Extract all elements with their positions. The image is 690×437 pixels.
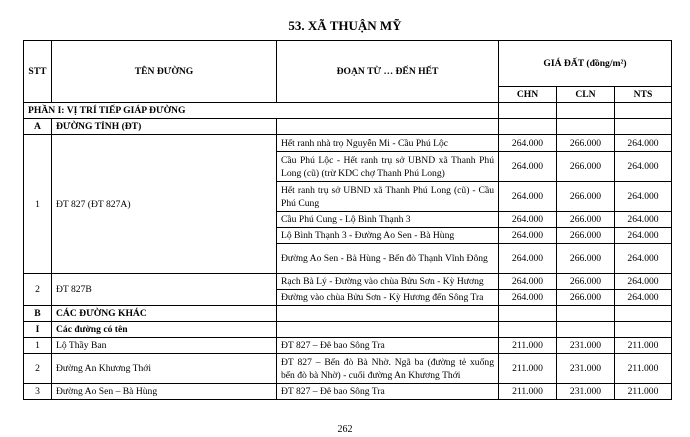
price-nts: 264.000 — [615, 135, 672, 152]
price-cln: 231.000 — [557, 354, 615, 384]
segment-text: Cầu Phú Cung - Lộ Bình Thạnh 3 — [277, 212, 499, 228]
page-title: 53. XÃ THUẬN MỸ — [288, 18, 402, 33]
section-row — [24, 103, 672, 119]
section-title: PHẦN I: VỊ TRÍ TIẾP GIÁP ĐƯỜNG — [24, 103, 499, 119]
row-stt: 1 — [24, 338, 52, 354]
table-row — [24, 274, 672, 290]
price-cln: 266.000 — [557, 290, 615, 306]
group-stt: B — [24, 306, 52, 322]
price-cln: 266.000 — [557, 152, 615, 182]
segment-text: ĐT 827 – Đê bao Sông Tra — [277, 338, 499, 354]
price-chn: 264.000 — [499, 274, 557, 290]
price-chn: 264.000 — [499, 290, 557, 306]
price-chn: 211.000 — [499, 384, 557, 400]
header-nts: NTS — [615, 87, 672, 103]
group-label: ĐƯỜNG TỈNH (ĐT) — [52, 119, 277, 135]
price-nts: 264.000 — [615, 152, 672, 182]
header-chn: CHN — [499, 87, 557, 103]
group-stt: A — [24, 119, 52, 135]
price-cln: 266.000 — [557, 135, 615, 152]
price-nts: 211.000 — [615, 384, 672, 400]
price-nts: 264.000 — [615, 244, 672, 274]
table-row — [24, 384, 672, 400]
price-nts: 264.000 — [615, 290, 672, 306]
price-cln: 266.000 — [557, 182, 615, 212]
row-stt: 3 — [24, 384, 52, 400]
segment-text: Đường vào chùa Bửu Sơn - Kỳ Hương đến Sông Tra — [277, 290, 499, 306]
header-doan-tu: ĐOẠN TỪ … ĐẾN HẾT — [277, 41, 499, 103]
price-chn: 211.000 — [499, 338, 557, 354]
land-price-table — [23, 40, 672, 400]
road-name: ĐT 827 (ĐT 827A) — [52, 135, 277, 274]
segment-text: ĐT 827 – Bến đò Bà Nhờ. Ngã ba (đường tẻ xuống bến đò bà Nhờ) - cuối đường An Khương Thới — [277, 354, 499, 384]
group-row-b — [24, 306, 672, 322]
group-stt: I — [24, 322, 52, 338]
price-cln: 266.000 — [557, 274, 615, 290]
price-chn: 264.000 — [499, 244, 557, 274]
row-stt: 2 — [24, 274, 52, 306]
table-row — [24, 354, 672, 384]
road-name: Đường An Khương Thới — [52, 354, 277, 384]
road-name: ĐT 827B — [52, 274, 277, 306]
segment-text: Cầu Phú Lộc - Hết ranh trụ sở UBND xã Thanh Phú Long (cũ) (trừ KDC chợ Thanh Phú Long) — [277, 152, 499, 182]
segment-text: ĐT 827 – Đê bao Sông Tra — [277, 384, 499, 400]
price-nts: 211.000 — [615, 338, 672, 354]
price-chn: 211.000 — [499, 354, 557, 384]
segment-text: Hết ranh trụ sở UBND xã Thanh Phú Long (cũ) - Cầu Phú Cung — [277, 182, 499, 212]
price-cln: 266.000 — [557, 212, 615, 228]
segment-text: Hết ranh nhà trọ Nguyễn Mi - Cầu Phú Lộc — [277, 135, 499, 152]
price-nts: 264.000 — [615, 228, 672, 244]
price-nts: 211.000 — [615, 354, 672, 384]
road-name: Đường Ao Sen – Bà Hùng — [52, 384, 277, 400]
table-row — [24, 338, 672, 354]
header-cln: CLN — [557, 87, 615, 103]
header-stt: STT — [24, 41, 52, 103]
price-chn: 264.000 — [499, 152, 557, 182]
price-chn: 264.000 — [499, 212, 557, 228]
price-cln: 266.000 — [557, 228, 615, 244]
road-name: Lộ Thầy Ban — [52, 338, 277, 354]
price-chn: 264.000 — [499, 135, 557, 152]
header-ten-duong: TÊN ĐƯỜNG — [52, 41, 277, 103]
page-number: 262 — [337, 424, 353, 435]
price-nts: 264.000 — [615, 274, 672, 290]
group-row-i — [24, 322, 672, 338]
group-label: Các đường có tên — [52, 322, 277, 338]
row-stt: 1 — [24, 135, 52, 274]
price-cln: 231.000 — [557, 338, 615, 354]
price-nts: 264.000 — [615, 212, 672, 228]
table-row — [24, 135, 672, 152]
segment-text: Đường Ao Sen - Bà Hùng - Bến đò Thạnh Vĩnh Đông — [277, 244, 499, 274]
price-chn: 264.000 — [499, 228, 557, 244]
price-nts: 264.000 — [615, 182, 672, 212]
header-gia-dat: GIÁ ĐẤT (đồng/m²) — [499, 41, 672, 87]
header-row — [24, 41, 672, 87]
segment-text: Rạch Bà Lý - Đường vào chùa Bửu Sơn - Kỳ Hương — [277, 274, 499, 290]
segment-text: Lộ Bình Thạnh 3 - Đường Ao Sen - Bà Hùng — [277, 228, 499, 244]
price-cln: 266.000 — [557, 244, 615, 274]
row-stt: 2 — [24, 354, 52, 384]
group-label: CÁC ĐƯỜNG KHÁC — [52, 306, 277, 322]
price-chn: 264.000 — [499, 182, 557, 212]
group-row-a — [24, 119, 672, 135]
price-cln: 231.000 — [557, 384, 615, 400]
